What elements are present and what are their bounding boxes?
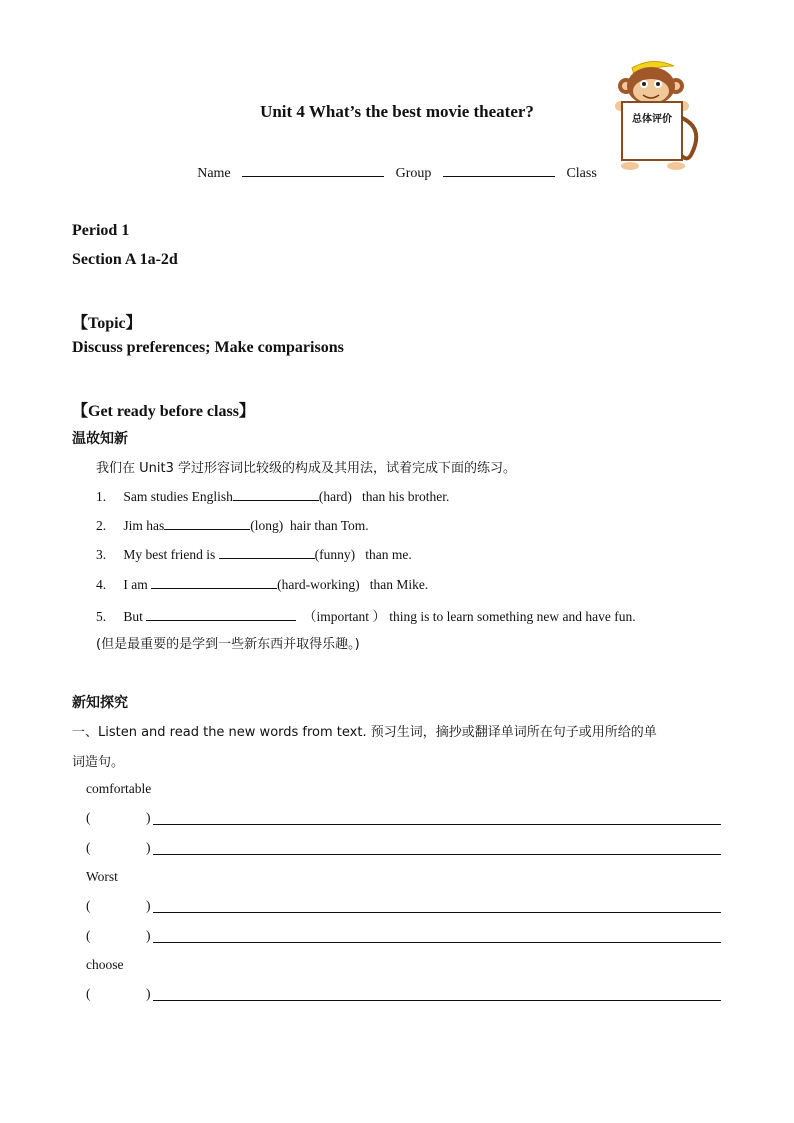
explore-heading: 新知探究 <box>72 695 128 711</box>
answer-blank[interactable] <box>146 608 296 621</box>
class-label: Class <box>566 166 597 181</box>
ready-heading: 【Get ready before class】 <box>72 403 255 420</box>
answer-line[interactable]: ( ) <box>86 928 721 948</box>
topic-text: Discuss preferences; Make comparisons <box>72 339 344 356</box>
period-label: Period 1 <box>72 222 130 239</box>
explore-instruction-line-1: 一、Listen and read the new words from text. 预习生词，摘抄或翻译单词所在句子或用所给的单 <box>72 725 657 740</box>
answer-line[interactable]: ( ) <box>86 898 721 918</box>
exercise-item: 4. I am (hard-working) than Mike. <box>96 577 429 592</box>
exercise-translation-note: (但是最重要的是学到一些新东西并取得乐趣。) <box>96 637 360 652</box>
vocab-word: comfortable <box>86 781 152 796</box>
review-heading: 温故知新 <box>72 431 128 447</box>
monkey-evaluation-badge <box>612 58 702 176</box>
review-intro: 我们在 Unit3 学过形容词比较级的构成及其用法，试着完成下面的练习。 <box>96 461 516 476</box>
answer-line[interactable]: ( ) <box>86 986 721 1006</box>
answer-underline <box>153 854 721 855</box>
explore-instruction-line-2: 词造句。 <box>72 755 125 770</box>
topic-heading: 【Topic】 <box>72 315 142 332</box>
vocab-word: Worst <box>86 869 118 884</box>
name-field[interactable] <box>242 164 384 177</box>
answer-underline <box>153 824 721 825</box>
answer-underline <box>153 1000 721 1001</box>
answer-underline <box>153 942 721 943</box>
vocab-word: choose <box>86 957 124 972</box>
exercise-item: 1. Sam studies English (hard) than his brother. <box>96 489 450 504</box>
group-field[interactable] <box>443 164 555 177</box>
answer-blank[interactable] <box>151 576 277 589</box>
answer-line[interactable]: ( ) <box>86 810 721 830</box>
name-label: Name <box>197 166 231 181</box>
answer-blank[interactable] <box>219 546 315 559</box>
group-label: Group <box>395 166 432 181</box>
section-label: Section A 1a-2d <box>72 251 178 268</box>
answer-blank[interactable] <box>164 517 250 530</box>
answer-line[interactable]: ( ) <box>86 840 721 860</box>
answer-underline <box>153 912 721 913</box>
page-title: Unit 4 What’s the best movie theater? <box>260 102 534 121</box>
exercise-item: 5. But （important ） thing is to learn something new and have fun. <box>96 609 636 624</box>
exercise-item: 3. My best friend is (funny) than me. <box>96 547 412 562</box>
evaluation-badge-text: 总体评价 <box>632 114 672 125</box>
exercise-item: 2. Jim has (long) hair than Tom. <box>96 518 369 533</box>
answer-blank[interactable] <box>233 488 319 501</box>
